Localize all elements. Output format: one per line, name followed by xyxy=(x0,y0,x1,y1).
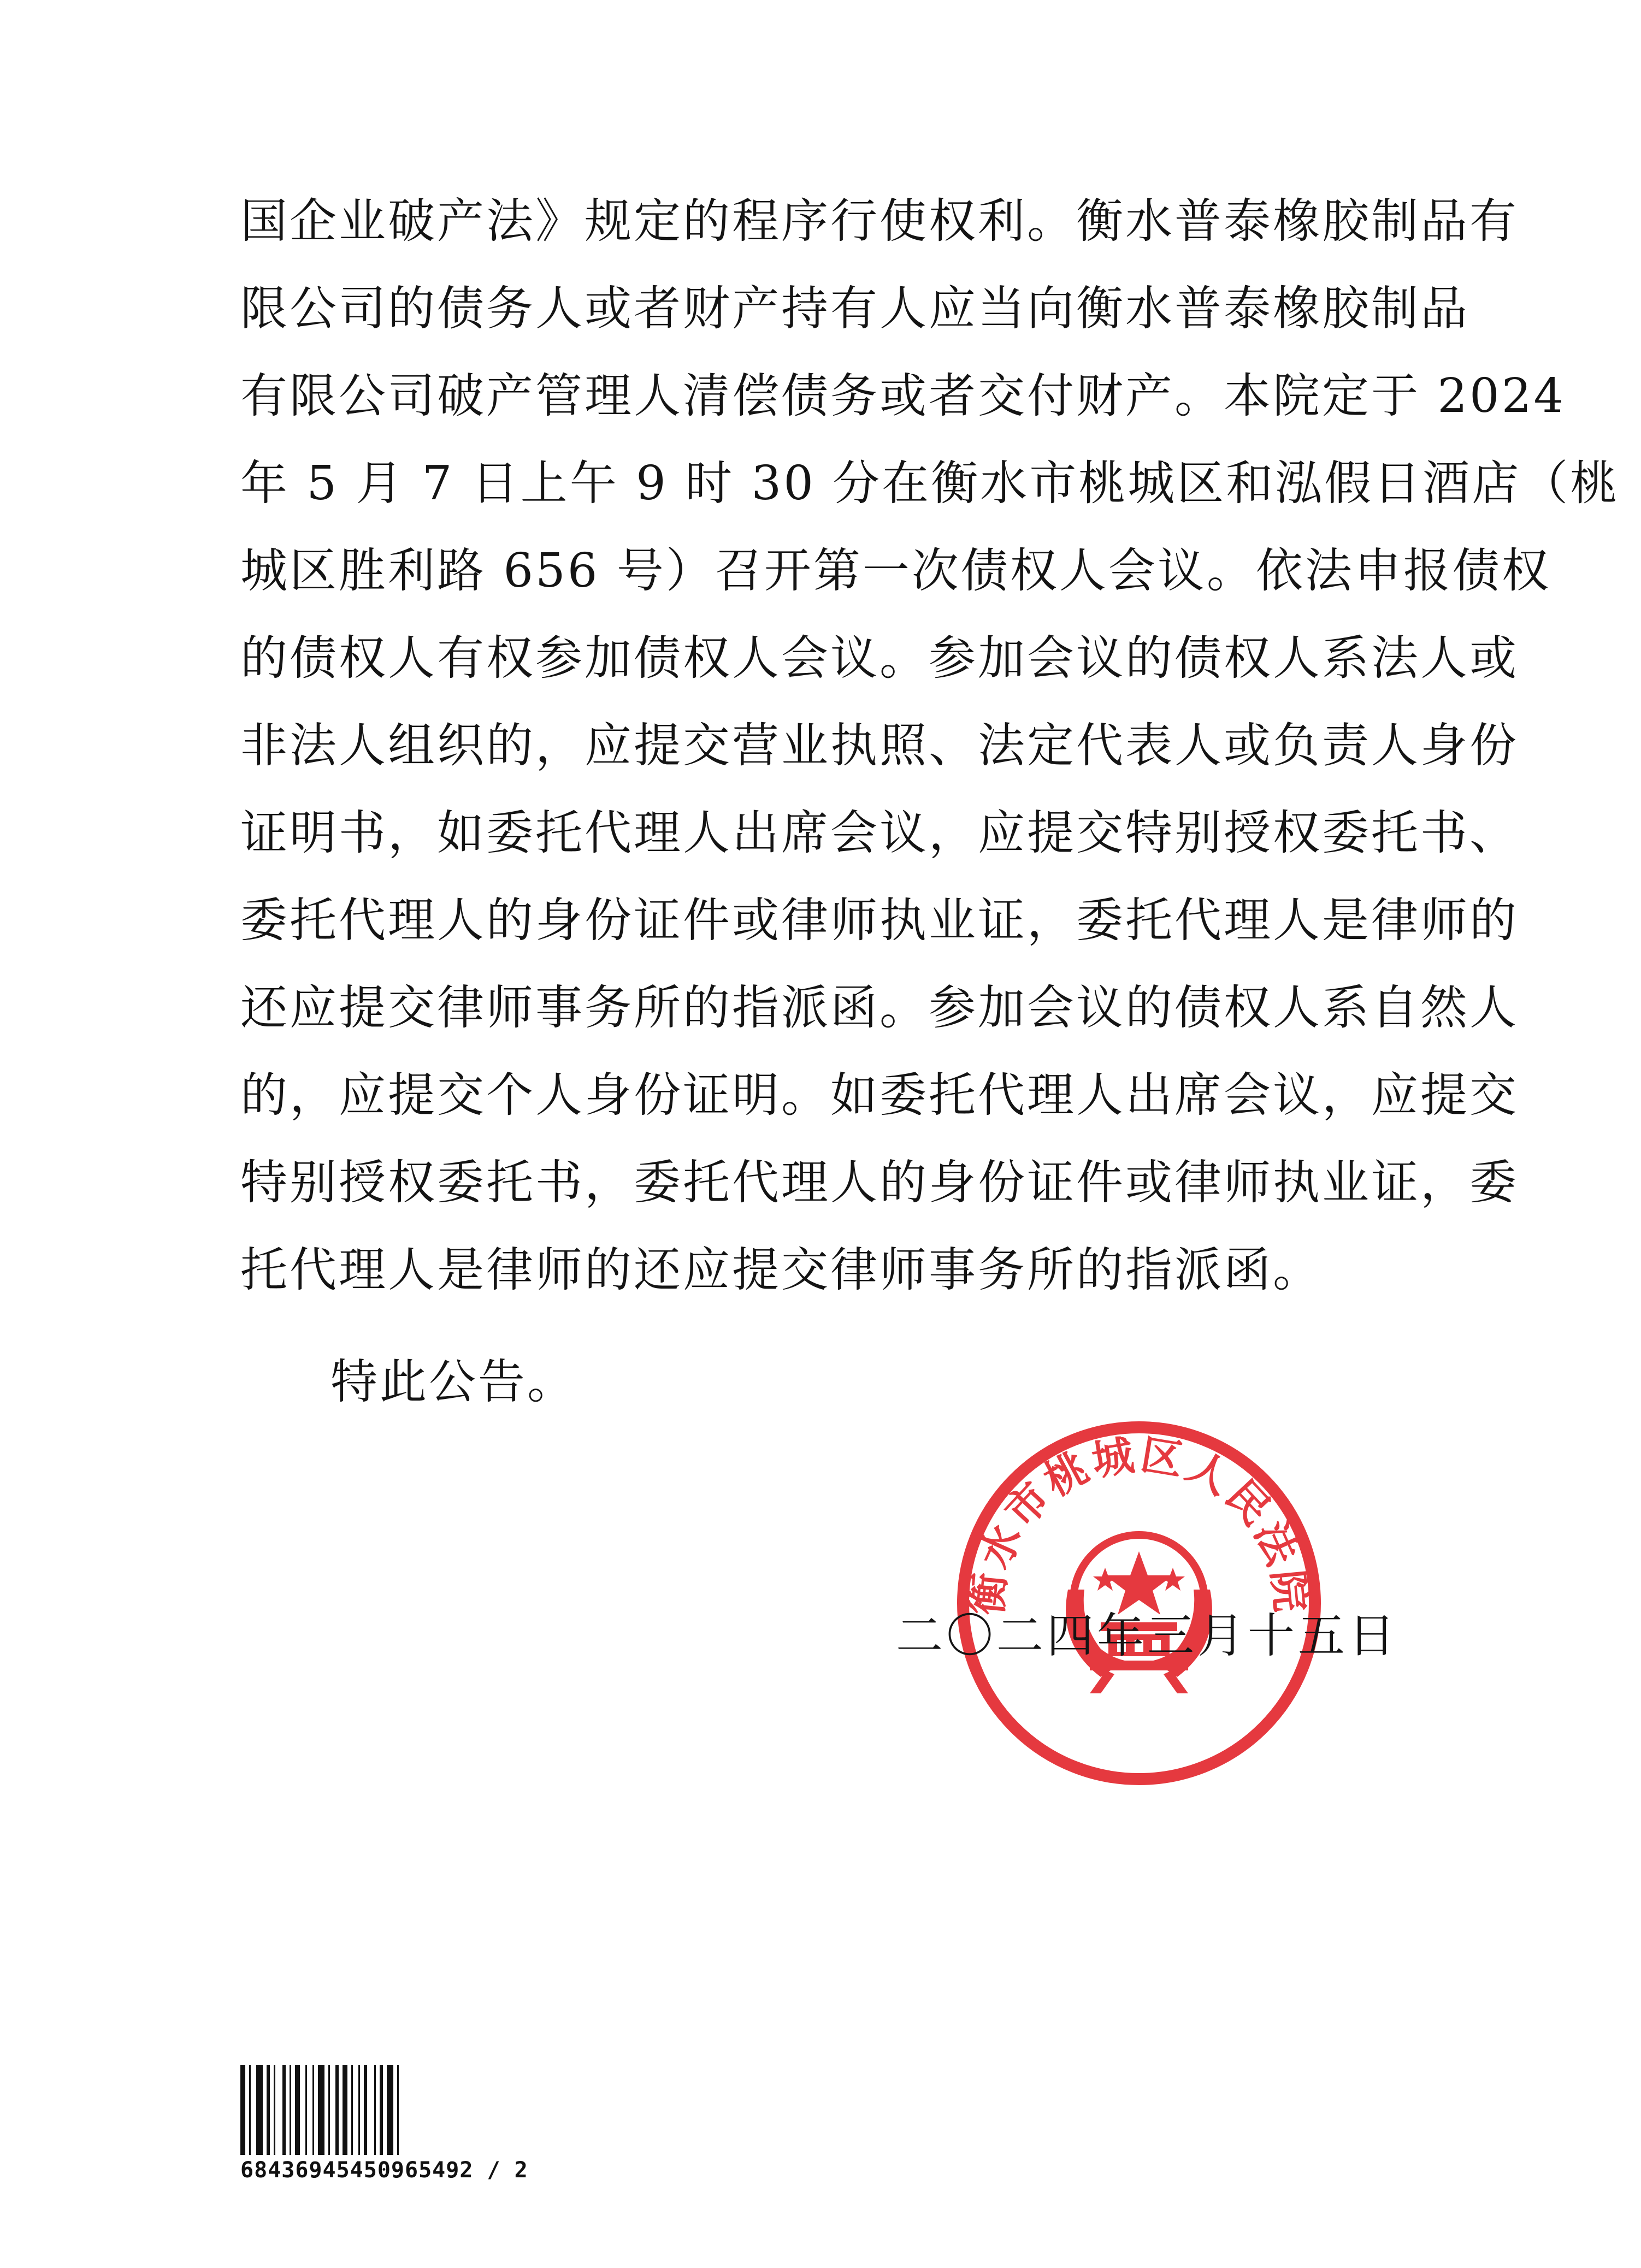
barcode xyxy=(240,2065,464,2155)
body-line: 特别授权委托书，委托代理人的身份证件或律师执业证，委 xyxy=(240,1155,1519,1210)
barcode-bar xyxy=(364,2065,367,2155)
barcode-bar xyxy=(282,2065,286,2155)
body-line: 证明书，如委托代理人出席会议，应提交特别授权委托书、 xyxy=(240,806,1519,860)
body-line: 委托代理人的身份证件或律师执业证，委托代理人是律师的 xyxy=(240,893,1519,948)
barcode-bar xyxy=(397,2065,399,2155)
body-line: 年 5 月 7 日上午 9 时 30 分在衡水市桃城区和泓假日酒店（桃 xyxy=(240,456,1620,511)
barcode-bar xyxy=(290,2065,291,2155)
body-line: 的，应提交个人身份证明。如委托代理人出席会议，应提交 xyxy=(240,1068,1519,1123)
barcode-bar xyxy=(274,2065,275,2155)
barcode-bar xyxy=(318,2065,324,2155)
body-line: 国企业破产法》规定的程序行使权利。衡水普泰橡胶制品有 xyxy=(240,194,1519,249)
barcode-bar xyxy=(256,2065,263,2155)
body-line: 有限公司破产管理人清偿债务或者交付财产。本院定于 2024 xyxy=(240,369,1566,423)
barcode-bar xyxy=(335,2065,339,2155)
barcode-bar xyxy=(374,2065,376,2155)
closing-statement: 特此公告。 xyxy=(330,1355,576,1409)
barcode-bar xyxy=(305,2065,307,2155)
barcode-bar xyxy=(343,2065,347,2155)
barcode-bar xyxy=(249,2065,251,2155)
body-line: 的债权人有权参加债权人会议。参加会议的债权人系法人或 xyxy=(240,631,1519,686)
barcode-bar xyxy=(312,2065,314,2155)
barcode-bar xyxy=(295,2065,300,2155)
barcode-bar xyxy=(240,2065,245,2155)
barcode-bar xyxy=(380,2065,383,2155)
body-line: 城区胜利路 656 号）召开第一次债权人会议。依法申报债权 xyxy=(240,544,1551,598)
barcode-bar xyxy=(387,2065,393,2155)
barcode-bar xyxy=(328,2065,330,2155)
barcode-bar xyxy=(267,2065,270,2155)
issue-date: 二〇二四年三月十五日 xyxy=(896,1609,1398,1663)
body-line: 托代理人是律师的还应提交律师事务所的指派函。 xyxy=(240,1243,1322,1297)
barcode-number: 68436945450965492 / 2 xyxy=(240,2158,528,2183)
body-line: 非法人组织的，应提交营业执照、法定代表人或负责人身份 xyxy=(240,718,1519,773)
barcode-bar xyxy=(351,2065,353,2155)
body-line: 限公司的债务人或者财产持有人应当向衡水普泰橡胶制品 xyxy=(240,281,1469,336)
svg-text:衡水市桃城区人民法院: 衡水市桃城区人民法院 xyxy=(962,1430,1316,1617)
barcode-bar xyxy=(358,2065,360,2155)
body-line: 还应提交律师事务所的指派函。参加会议的债权人系自然人 xyxy=(240,981,1519,1035)
